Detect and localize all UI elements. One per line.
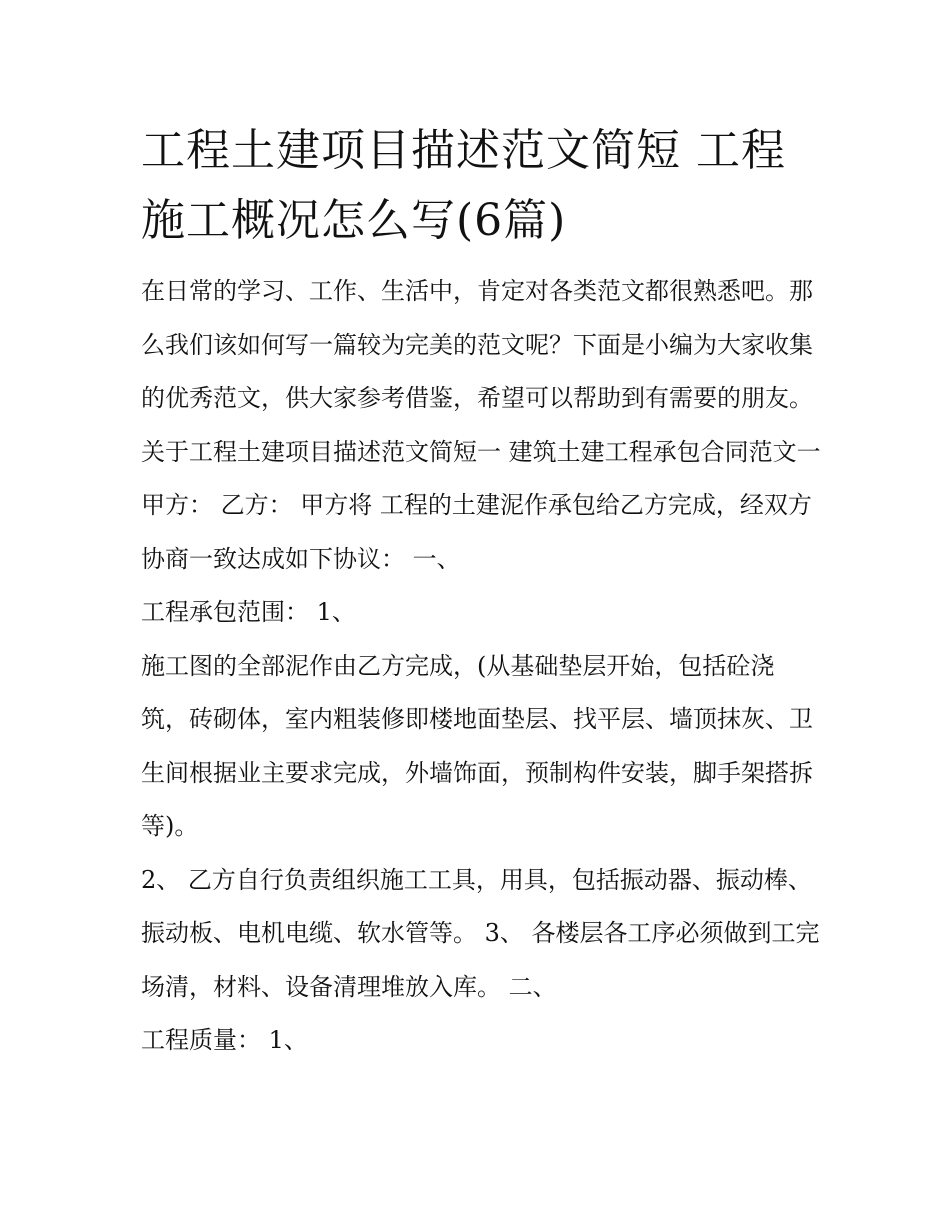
paragraph-intro: 在日常的学习、工作、生活中，肯定对各类范文都很熟悉吧。那么我们该如何写一篇较为完美的范文呢？下面是小编为大家收集的优秀范文，供大家参考借鉴，希望可以帮助到有需要的朋友。 <box>141 277 813 412</box>
document-title: 工程土建项目描述范文简短 工程施工概况怎么写(6篇) <box>141 125 786 246</box>
paragraph-scope-heading: 工程承包范围： 1、 <box>141 598 356 626</box>
document-page <box>141 116 821 1068</box>
paragraph-scope-details: 施工图的全部泥作由乙方完成，(从基础垫层开始，包括砼浇筑，砖砌体，室内粗装修即楼地面垫层、找平层、墙顶抹灰、卫生间根据业主要求完成，外墙饰面，预制构件安装，脚手架搭拆等)。 <box>141 651 813 840</box>
paragraph-quality-heading: 工程质量： 1、 <box>141 1026 308 1054</box>
paragraph-tools-and-cleanup: 2、 乙方自行负责组织施工工具，用具，包括振动器、振动棒、振动板、电机电缆、软水管等。 3、 各楼层各工序必须做到工完场清，材料、设备清理堆放入库。 二、 <box>141 865 820 1001</box>
paragraph-contract-intro: 关于工程土建项目描述范文简短一 建筑土建工程承包合同范文一 甲方： 乙方： 甲方将 工程的土建泥作承包给乙方完成，经双方协商一致达成如下协议： 一、 <box>141 437 821 573</box>
